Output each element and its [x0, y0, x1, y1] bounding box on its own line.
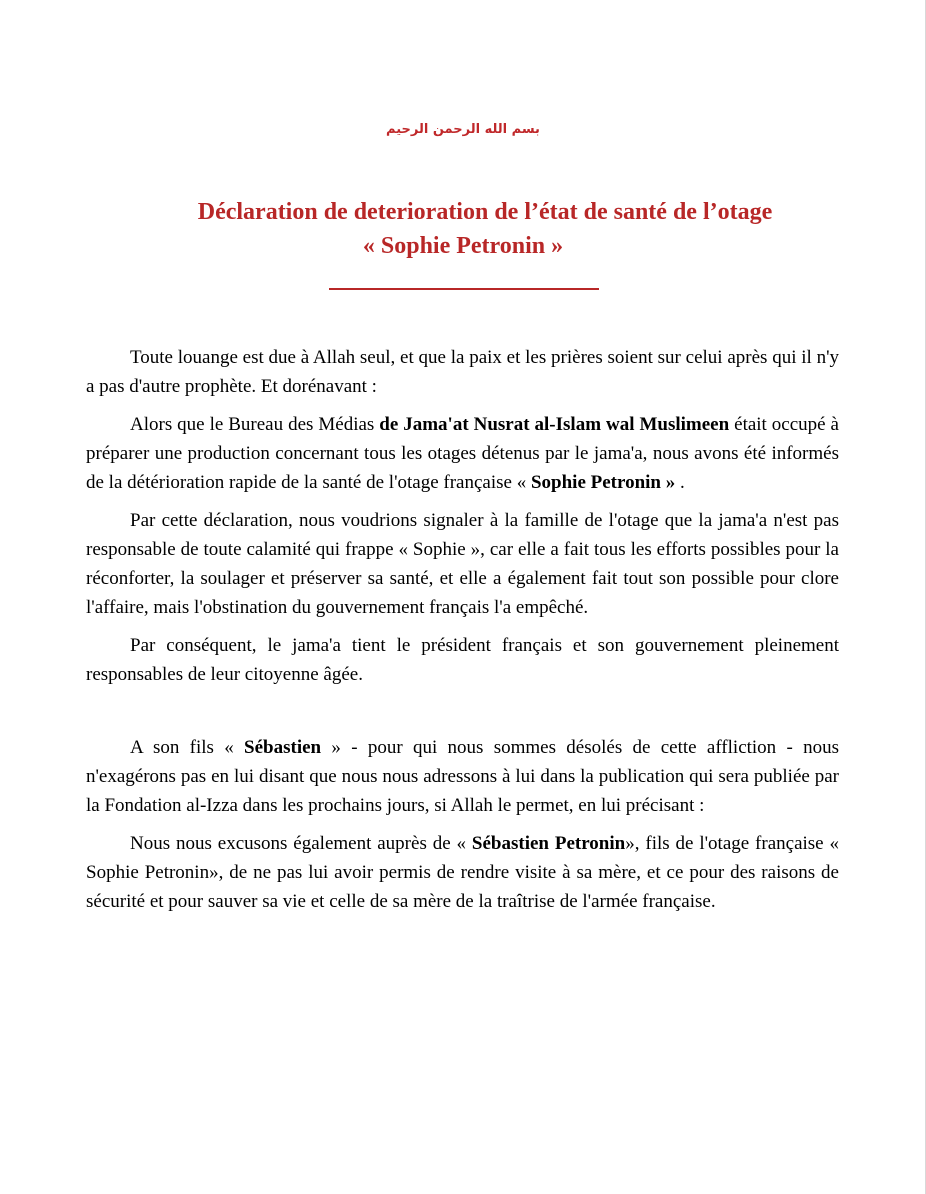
paragraph-2-text-a: Alors que le Bureau des Médias [130, 414, 380, 435]
organization-name: de Jama'at Nusrat al-Islam wal Muslimeen [379, 414, 730, 435]
paragraph-6-text-c: », fils de l'otage française « Sophie Petronin», de ne pas lui avoir permis de rendre visite à sa mère, et ce pour des raisons de sécurité et pour sauver sa vie et celle de sa mère de la traîtrise de l'armée française. [86, 833, 839, 912]
title-line-2: « Sophie Petronin » [362, 233, 564, 259]
paragraph-5-text-a: A son fils « [130, 737, 245, 758]
son-name: Sébastien [244, 737, 322, 758]
paragraph-1: Toute louange est due à Allah seul, et que la paix et les prières soient sur celui après qui il n'y a pas d'autre prophète. Et dorénavant : [86, 347, 839, 397]
paragraph-6-text-a: Nous nous excusons également auprès de « [130, 833, 472, 854]
paragraph-3: Par cette déclaration, nous voudrions signaler à la famille de l'otage que la jama'a n'est pas responsable de toute calamité qui frappe « Sophie », car elle a fait tous les efforts possibles pour la réconforter, la soulager et préserver sa santé, et elle a également fait tout son possible pour clore l'affaire, mais l'obstination du gouvernement français l'a empêché. [86, 510, 839, 618]
document-body [86, 343, 839, 925]
paragraph-2-text-c: était occupé à préparer une production concernant tous les otages détenus par le jama'a, nous avons été informés de la détérioration rapide de la santé de l'otage française « [86, 414, 839, 493]
paragraph-5-text-c: » - pour qui nous sommes désolés de cette affliction - nous n'exagérons pas en lui disant que nous nous adressons à lui dans la publication qui sera publiée par la Fondation al-Izza dans les prochains jours, si Allah le permet, en lui précisant : [86, 737, 839, 816]
paragraph-6 [86, 829, 839, 916]
basmala-heading: بسم الله الرحمن الرحيم [386, 122, 540, 137]
paragraph-4: Par conséquent, le jama'a tient le président français et son gouvernement pleinement responsables de leur citoyenne âgée. [86, 635, 839, 685]
paragraph-2-text-e: . [675, 472, 685, 493]
paragraph-2 [86, 410, 839, 497]
paragraph-5 [86, 733, 839, 820]
title-underline-divider [329, 288, 599, 290]
title-line-1: Déclaration de deterioration de l’état de santé de l’otage [197, 199, 773, 225]
document-title [0, 195, 926, 263]
hostage-name: Sophie Petronin » [530, 472, 676, 493]
son-full-name: Sébastien Petronin [471, 833, 626, 854]
